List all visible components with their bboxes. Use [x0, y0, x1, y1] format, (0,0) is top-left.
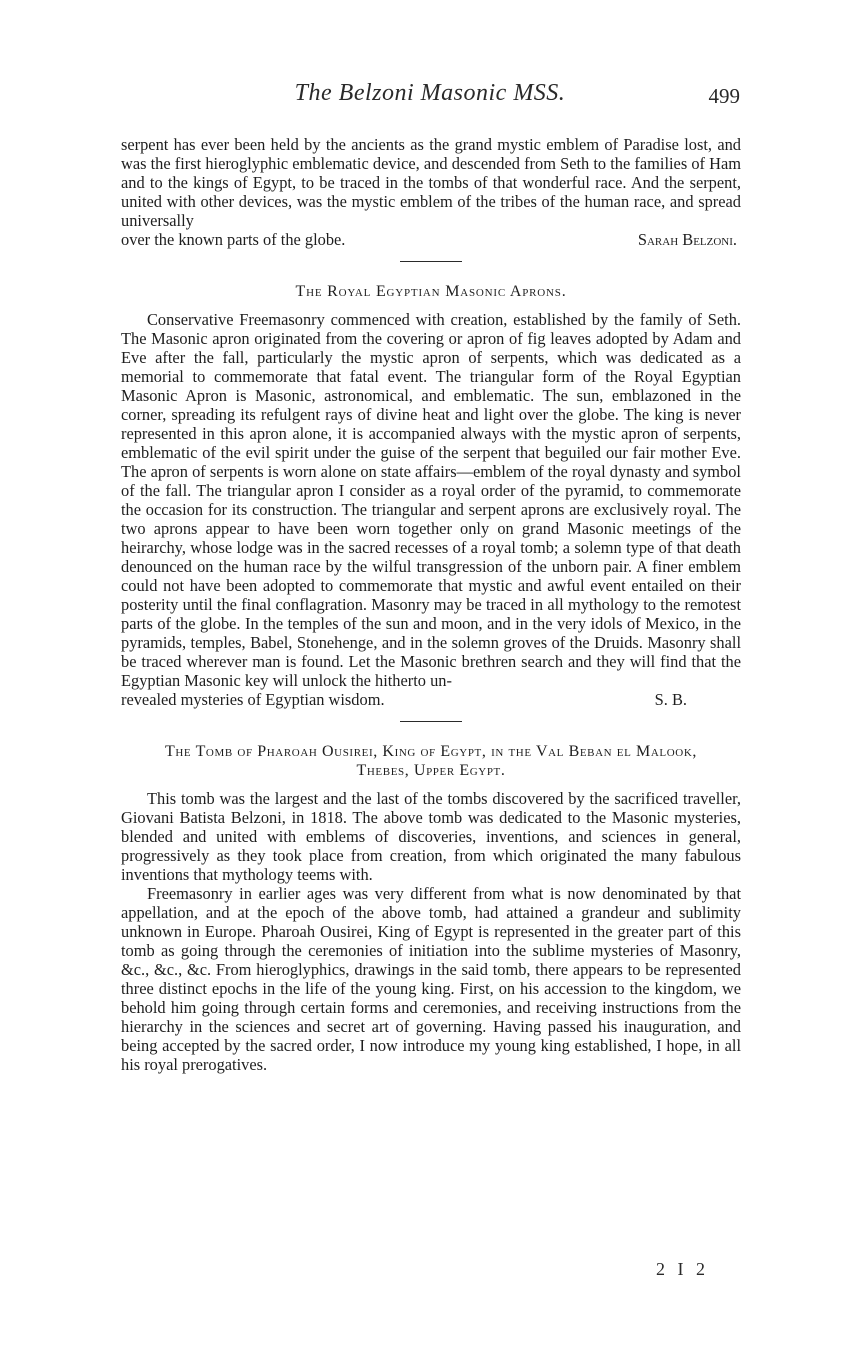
tomb-paragraph-2-text: Freemasonry in earlier ages was very different from what is now denominated by that appellation, and at the epoch of the above tomb, had attained a grandeur and sublimity unknown in Europe. Pharoah Ousirei, King of Egypt is represented in the greater part of this tomb as going through the ceremonies of initiation into the sublime mysteries of Masonry, &c., &c., &c. From hieroglyphics, drawings in the said tomb, there appears to be represented three distinct epochs in the life of the young king. First, on his accession to the kingdom, we behold him going through certain forms and ceremonies, and receiving instructions from the hierarchy in the sciences and secret art of governing. Having passed his inauguration, and being accepted by the sacred order, I now introduce my young king established, I hope, in all his royal prerogatives.: [121, 884, 741, 1074]
continuation-last-line: over the known parts of the globe.: [121, 230, 346, 249]
continuation-text: serpent has ever been held by the ancients as the grand mystic emblem of Paradise lost, and was the first hieroglyphic emblematic device, and descended from Seth to the families of Ham and to the kings of Egypt, to be traced in the tombs of that wonderful race. And the serpent, united with other devices, was the mystic emblem of the tribes of the human race, and spread universally: [121, 135, 741, 230]
signature-line-2: [121, 690, 741, 709]
signature-sarah-belzoni: Sarah Belzoni.: [637, 230, 737, 249]
aprons-last-line: revealed mysteries of Egyptian wisdom.: [121, 690, 385, 709]
section-heading-tomb: [121, 742, 741, 780]
aprons-text: Conservative Freemasonry commenced with creation, established by the family of Seth. The Masonic apron originated from the covering or apron of fig leaves adopted by Adam and Eve after the fall, particularly the mystic apron of serpents, which was dedicated as a memorial to commemorate that fatal event. The triangular form of the Royal Egyptian Masonic Apron is Masonic, astronomical, and emblematic. The sun, emblazoned in the corner, spreading its refulgent rays of divine heat and light over the globe. The king is never represented in this apron alone, it is accompanied always with the mystic apron of serpents, emblematic of the evil spirit under the guise of the serpent that beguiled our fair mother Eve. The apron of serpents is worn alone on state affairs—emblem of the royal dynasty and symbol of the fall. The triangular apron I consider as a royal order of the pyramid, to commemorate the occasion for its construction. The triangular and serpent aprons are exclusively royal. The two aprons appear to have been worn together only on grand Masonic meetings of the heirarchy, whose lodge was in the sacred recesses of a royal tomb; a solemn type of that death denounced on the human race by the wilful transgression of the unborn pair. A finer emblem could not have been adopted to commemorate that mystic and awful event entailed on their posterity until the final conflagration. Masonry may be traced in all mythology to the remotest parts of the globe. In the temples of the sun and moon, and in the very idols of Mexico, in the pyramids, temples, Babel, Stonehenge, and in the solemn groves of the Druids. Masonry shall be traced wherever man is found. Let the Masonic brethren search and they will find that the Egyptian Masonic key will unlock the hitherto un-: [121, 310, 741, 690]
body-text: [121, 135, 741, 1074]
section-divider-1: [400, 261, 462, 262]
page-number: 499: [708, 84, 740, 108]
signature-line-1: [121, 230, 741, 249]
section-heading-aprons: The Royal Egyptian Masonic Aprons.: [295, 283, 567, 300]
signature-sb: S. B.: [654, 690, 687, 709]
tomb-heading-line-1: The Tomb of Pharoah Ousirei, King of Egypt, in the Val Beban el Malook,: [165, 743, 697, 760]
tomb-paragraph-1: [121, 789, 741, 884]
running-title: The Belzoni Masonic MSS.: [294, 80, 566, 106]
tomb-heading-line-2: Thebes, Upper Egypt.: [356, 762, 506, 779]
continuation-paragraph: [121, 135, 741, 230]
tomb-paragraph-2: [121, 884, 741, 1074]
page-header: [120, 80, 740, 120]
aprons-paragraph: [121, 310, 741, 690]
section-divider-2: [400, 721, 462, 722]
signature-mark: 2 I 2: [656, 1259, 709, 1279]
tomb-paragraph-1-text: This tomb was the largest and the last of the tombs discovered by the sacrificed traveller, Giovani Batista Belzoni, in 1818. The above tomb was dedicated to the Masonic mysteries, blended and united with emblems of discoveries, inventions, and sciences in general, progressively as they took place from creation, from which originated the many fabulous inventions that mythology teems with.: [121, 789, 741, 884]
